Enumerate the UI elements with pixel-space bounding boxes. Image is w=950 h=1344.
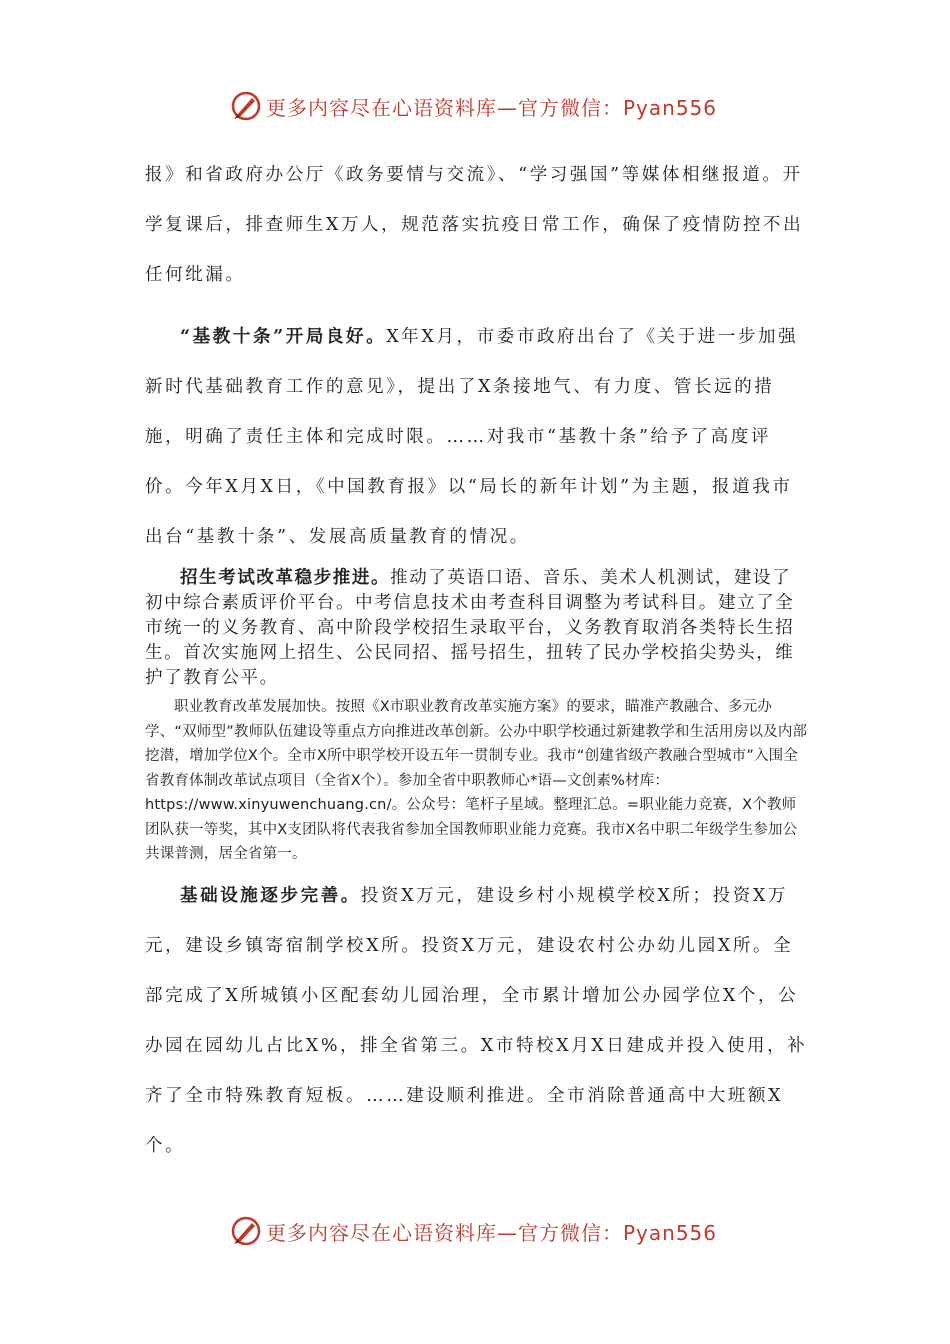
paragraph-text: 职业教育改革发展加快。按照《X市职业教育改革实施方案》的要求，瞄准产教融合、多元办学、“双师型”教师队伍建设等重点方向推进改革创新。公办中职学校通过新建教学和生活用房以及内部挖潜，增加学位X个。全市X所中职学校开设五年一贯制专业。我市“创建省级产教融合型城市”入围全省教育体制改革试点项目（全省X个）。参加全省中职教师心*语—文创素%材库：https://www.xinyuwenchuang.cn/。公众号：笔杆子星域。整理汇总。=职业能力竞赛，X个教师团队获一等奖，其中X支团队将代表我省参加全国教师职业能力竞赛。我市X名中职二年级学生参加公共课普测，居全省第一。 xyxy=(145,699,808,862)
document-body xyxy=(145,150,810,1171)
pen-logo-icon xyxy=(230,1215,262,1247)
banner-text: 更多内容尽在心语资料库—官方微信：Pyan556 xyxy=(266,95,718,120)
paragraph-infrastructure xyxy=(145,871,810,1171)
banner-text: 更多内容尽在心语资料库—官方微信：Pyan556 xyxy=(266,1220,718,1245)
paragraph-text: 投资X万元，建设乡村小规模学校X所；投资X万元，建设乡镇寄宿制学校X所。投资X万元，建设农村公办幼儿园X所。全部完成了X所城镇小区配套幼儿园治理，全市累计增加公办园学位X个，公办园在园幼儿占比X%，排全省第三。X市特校X月X日建成并投入使用，补齐了全市特殊教育短板。……建设顺利推进。全市消除普通高中大班额X个。 xyxy=(145,885,808,1156)
paragraph-text: 推动了英语口语、音乐、美术人机测试，建设了初中综合素质评价平台。中考信息技术由考查科目调整为考试科目。建立了全市统一的义务教育、高中阶段学校招生录取平台，义务教育取消各类特长生招生。首次实施网上招生、公民同招、摇号招生，扭转了民办学校掐尖势头，维护了教育公平。 xyxy=(145,568,795,688)
paragraph-basic-education xyxy=(145,312,810,562)
paragraph-vocational-education xyxy=(145,695,810,867)
paragraph-enrollment-reform xyxy=(145,566,810,691)
paragraph-lead: “基教十条”开局良好。 xyxy=(180,327,387,347)
paragraph-lead: 招生考试改革稳步推进。 xyxy=(180,568,391,588)
paragraph-lead: 基础设施逐步完善。 xyxy=(180,885,361,906)
footer-banner xyxy=(230,1211,720,1251)
paragraph-continued xyxy=(145,150,810,300)
pen-logo-icon xyxy=(230,90,262,122)
header-banner xyxy=(230,86,720,126)
paragraph-text: 报》和省政府办公厅《政务要情与交流》、“学习强国”等媒体相继报道。开学复课后，排查师生X万人，规范落实抗疫日常工作，确保了疫情防控不出任何纰漏。 xyxy=(145,165,804,285)
paragraph-text: X年X月，市委市政府出台了《关于进一步加强新时代基础教育工作的意见》，提出了X条接地气、有力度、管长远的措施，明确了责任主体和完成时限。……对我市“基教十条”给予了高度评价。今年X月X日，《中国教育报》以“局长的新年计划”为主题，报道我市出台“基教十条”、发展高质量教育的情况。 xyxy=(145,327,799,547)
